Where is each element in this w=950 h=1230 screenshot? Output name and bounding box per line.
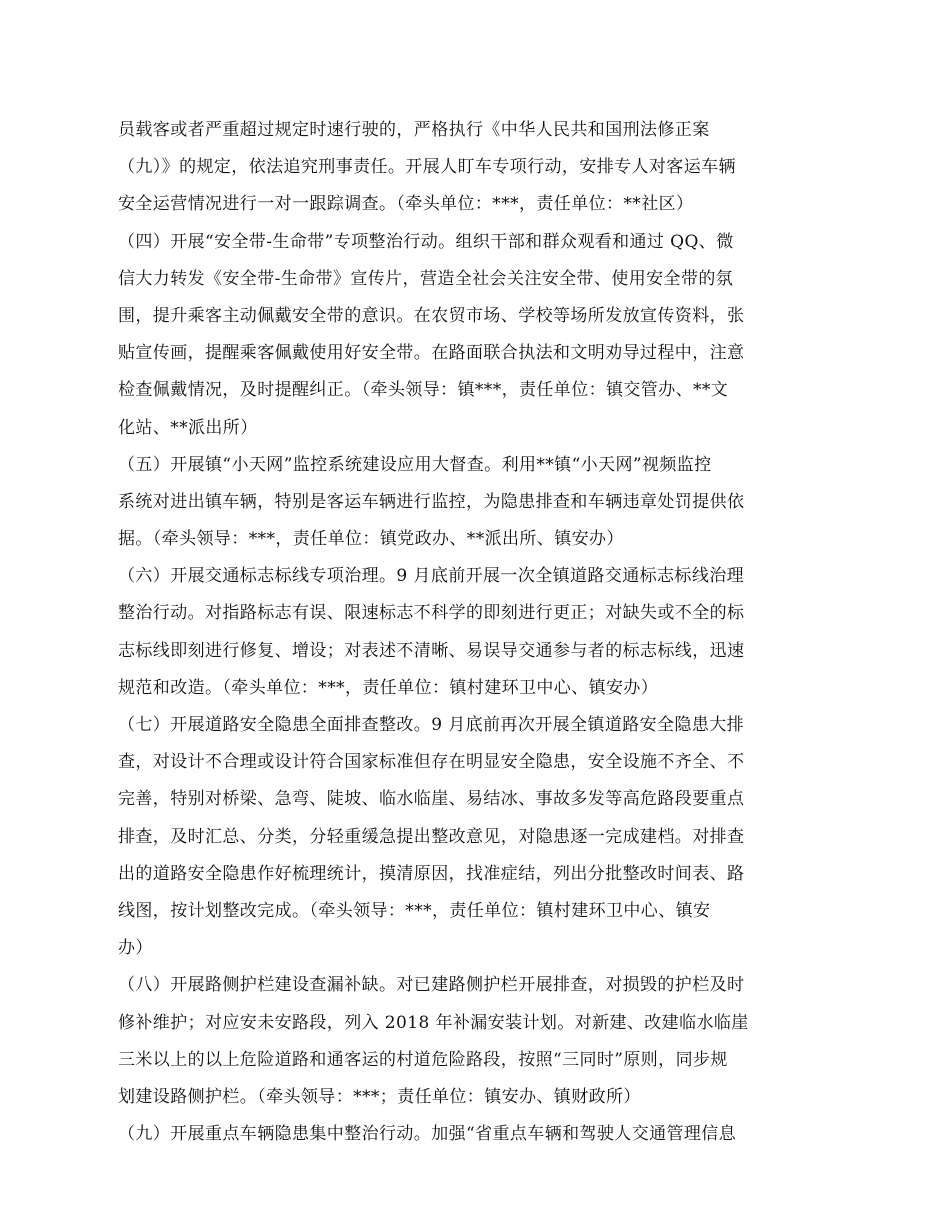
text-line: 办） xyxy=(118,938,153,959)
text-line: （九）开展重点车辆隐患集中整治行动。加强“省重点车辆和驾驶人交通管理信息 xyxy=(118,1124,737,1145)
text-line: 贴宣传画，提醒乘客佩戴使用好安全带。在路面联合执法和文明劝导过程中，注意 xyxy=(118,343,745,364)
text-line: 排查，及时汇总、分类，分轻重缓急提出整改意见，对隐患逐一完成建档。对排查 xyxy=(118,826,745,847)
text-line: 化站、**派出所） xyxy=(118,417,258,438)
text-line: 据。（牵头领导：***，责任单位：镇党政办、**派出所、镇安办） xyxy=(118,529,624,550)
text-line: 志标线即刻进行修复、增设；对表述不清晰、易误导交通参与者的标志标线，迅速 xyxy=(118,640,745,661)
text-line: （六）开展交通标志标线专项治理。9 月底前开展一次全镇道路交通标志标线治理 xyxy=(118,566,745,587)
text-line: 完善，特别对桥梁、急弯、陡坡、临水临崖、易结冰、事故多发等高危路段要重点 xyxy=(118,789,745,810)
text-line: 员载客或者严重超过规定时速行驶的，严格执行《中华人民共和国刑法修正案 xyxy=(118,120,710,140)
text-line: 整治行动。对指路标志有误、限速标志不科学的即刻进行更正；对缺失或不全的标 xyxy=(118,603,745,624)
text-line: 安全运营情况进行一对一跟踪调查。（牵头单位：***，责任单位：**社区） xyxy=(118,194,694,215)
text-line: 检查佩戴情况，及时提醒纠正。（牵头领导：镇***，责任单位：镇交管办、**文 xyxy=(118,380,729,401)
text-line: 信大力转发《安全带-生命带》宣传片，营造全社会关注安全带、使用安全带的氛 xyxy=(118,268,734,289)
document-body xyxy=(118,112,818,1153)
text-line: 系统对进出镇车辆，特别是客运车辆进行监控，为隐患排查和车辆违章处罚提供依 xyxy=(118,491,745,512)
text-line: （八）开展路侧护栏建设查漏补缺。对已建路侧护栏开展排查，对损毁的护栏及时 xyxy=(118,975,745,996)
text-line: 划建设路侧护栏。（牵头领导：***；责任单位：镇安办、镇财政所） xyxy=(118,1086,641,1107)
text-line: 修补维护；对应安未安路段，列入 2018 年补漏安装计划。对新建、改建临水临崖 xyxy=(118,1012,749,1033)
text-line: （四）开展“安全带-生命带”专项整治行动。组织干部和群众观看和通过 QQ、微 xyxy=(118,231,734,252)
text-line: 围，提升乘客主动佩戴安全带的意识。在农贸市场、学校等场所发放宣传资料，张 xyxy=(118,305,745,326)
text-line: 三米以上的以上危险道路和通客运的村道危险路段，按照“三同时”原则，同步规 xyxy=(118,1049,728,1070)
text-line: 查，对设计不合理或设计符合国家标准但存在明显安全隐患，安全设施不齐全、不 xyxy=(118,752,745,773)
text-line: 线图，按计划整改完成。（牵头领导：***，责任单位：镇村建环卫中心、镇安 xyxy=(118,900,711,921)
text-line: （七）开展道路安全隐患全面排查整改。9 月底前再次开展全镇道路安全隐患大排 xyxy=(118,715,745,735)
text-line: （五）开展镇“小天网”监控系统建设应用大督查。利用**镇“小天网”视频监控 xyxy=(118,454,712,475)
text-line: 出的道路安全隐患作好梳理统计，摸清原因，找准症结，列出分批整改时间表、路 xyxy=(118,863,745,884)
text-line: （九）》的规定，依法追究刑事责任。开展人盯车专项行动，安排专人对客运车辆 xyxy=(118,157,736,178)
text-line: 规范和改造。（牵头单位：***，责任单位：镇村建环卫中心、镇安办） xyxy=(118,677,659,698)
